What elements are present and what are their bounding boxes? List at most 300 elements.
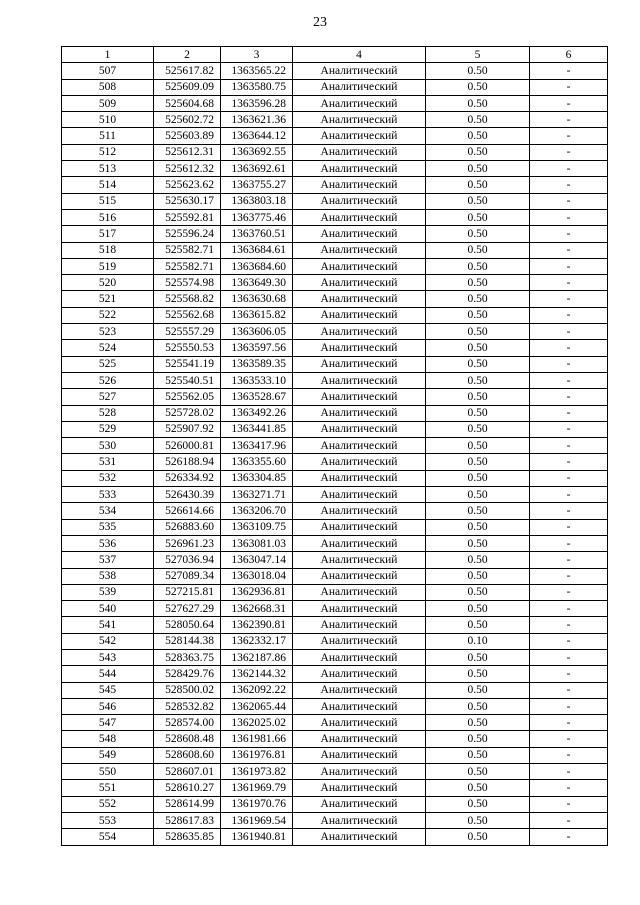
method-cell: Аналитический bbox=[293, 584, 426, 600]
table-row bbox=[62, 503, 608, 519]
column-header-1: 1 bbox=[62, 47, 154, 63]
y-coordinate-cell: 1363492.26 bbox=[221, 405, 293, 421]
x-coordinate-cell: 528532.82 bbox=[154, 698, 221, 714]
table-row bbox=[62, 95, 608, 111]
accuracy-cell: 0.50 bbox=[426, 584, 530, 600]
note-cell: - bbox=[530, 389, 608, 405]
method-cell: Аналитический bbox=[293, 568, 426, 584]
note-cell: - bbox=[530, 454, 608, 470]
point-number-cell: 545 bbox=[62, 682, 154, 698]
table-row bbox=[62, 568, 608, 584]
table-header-row bbox=[62, 47, 608, 63]
column-header-3: 3 bbox=[221, 47, 293, 63]
table-header bbox=[62, 47, 608, 63]
note-cell: - bbox=[530, 633, 608, 649]
accuracy-cell: 0.50 bbox=[426, 747, 530, 763]
x-coordinate-cell: 528500.02 bbox=[154, 682, 221, 698]
table-row bbox=[62, 177, 608, 193]
table-body bbox=[62, 63, 608, 845]
point-number-cell: 549 bbox=[62, 747, 154, 763]
note-cell: - bbox=[530, 715, 608, 731]
x-coordinate-cell: 526334.92 bbox=[154, 470, 221, 486]
note-cell: - bbox=[530, 682, 608, 698]
method-cell: Аналитический bbox=[293, 226, 426, 242]
y-coordinate-cell: 1363803.18 bbox=[221, 193, 293, 209]
table-row bbox=[62, 389, 608, 405]
y-coordinate-cell: 1363417.96 bbox=[221, 438, 293, 454]
y-coordinate-cell: 1363565.22 bbox=[221, 63, 293, 79]
x-coordinate-cell: 525617.82 bbox=[154, 63, 221, 79]
accuracy-cell: 0.50 bbox=[426, 503, 530, 519]
accuracy-cell: 0.50 bbox=[426, 79, 530, 95]
point-number-cell: 524 bbox=[62, 340, 154, 356]
point-number-cell: 535 bbox=[62, 519, 154, 535]
method-cell: Аналитический bbox=[293, 649, 426, 665]
y-coordinate-cell: 1362668.31 bbox=[221, 601, 293, 617]
table-row bbox=[62, 829, 608, 845]
point-number-cell: 525 bbox=[62, 356, 154, 372]
point-number-cell: 553 bbox=[62, 812, 154, 828]
y-coordinate-cell: 1363596.28 bbox=[221, 95, 293, 111]
x-coordinate-cell: 527089.34 bbox=[154, 568, 221, 584]
method-cell: Аналитический bbox=[293, 405, 426, 421]
point-number-cell: 511 bbox=[62, 128, 154, 144]
note-cell: - bbox=[530, 731, 608, 747]
note-cell: - bbox=[530, 340, 608, 356]
method-cell: Аналитический bbox=[293, 95, 426, 111]
y-coordinate-cell: 1361970.76 bbox=[221, 796, 293, 812]
table-row bbox=[62, 291, 608, 307]
accuracy-cell: 0.50 bbox=[426, 812, 530, 828]
x-coordinate-cell: 528614.99 bbox=[154, 796, 221, 812]
method-cell: Аналитический bbox=[293, 503, 426, 519]
point-number-cell: 522 bbox=[62, 307, 154, 323]
y-coordinate-cell: 1363649.30 bbox=[221, 275, 293, 291]
table-row bbox=[62, 552, 608, 568]
point-number-cell: 531 bbox=[62, 454, 154, 470]
table-row bbox=[62, 780, 608, 796]
note-cell: - bbox=[530, 421, 608, 437]
method-cell: Аналитический bbox=[293, 829, 426, 845]
accuracy-cell: 0.50 bbox=[426, 454, 530, 470]
method-cell: Аналитический bbox=[293, 421, 426, 437]
accuracy-cell: 0.50 bbox=[426, 617, 530, 633]
note-cell: - bbox=[530, 780, 608, 796]
point-number-cell: 540 bbox=[62, 601, 154, 617]
note-cell: - bbox=[530, 372, 608, 388]
accuracy-cell: 0.50 bbox=[426, 552, 530, 568]
x-coordinate-cell: 526188.94 bbox=[154, 454, 221, 470]
accuracy-cell: 0.50 bbox=[426, 535, 530, 551]
x-coordinate-cell: 528050.64 bbox=[154, 617, 221, 633]
x-coordinate-cell: 527036.94 bbox=[154, 552, 221, 568]
point-number-cell: 526 bbox=[62, 372, 154, 388]
method-cell: Аналитический bbox=[293, 79, 426, 95]
x-coordinate-cell: 527215.81 bbox=[154, 584, 221, 600]
x-coordinate-cell: 526961.23 bbox=[154, 535, 221, 551]
y-coordinate-cell: 1361940.81 bbox=[221, 829, 293, 845]
method-cell: Аналитический bbox=[293, 144, 426, 160]
accuracy-cell: 0.50 bbox=[426, 356, 530, 372]
point-number-cell: 543 bbox=[62, 649, 154, 665]
method-cell: Аналитический bbox=[293, 389, 426, 405]
table-row bbox=[62, 226, 608, 242]
method-cell: Аналитический bbox=[293, 438, 426, 454]
point-number-cell: 546 bbox=[62, 698, 154, 714]
method-cell: Аналитический bbox=[293, 209, 426, 225]
note-cell: - bbox=[530, 307, 608, 323]
point-number-cell: 527 bbox=[62, 389, 154, 405]
accuracy-cell: 0.50 bbox=[426, 601, 530, 617]
note-cell: - bbox=[530, 258, 608, 274]
accuracy-cell: 0.50 bbox=[426, 780, 530, 796]
accuracy-cell: 0.50 bbox=[426, 275, 530, 291]
x-coordinate-cell: 528429.76 bbox=[154, 666, 221, 682]
x-coordinate-cell: 526000.81 bbox=[154, 438, 221, 454]
y-coordinate-cell: 1363760.51 bbox=[221, 226, 293, 242]
note-cell: - bbox=[530, 649, 608, 665]
x-coordinate-cell: 525541.19 bbox=[154, 356, 221, 372]
x-coordinate-cell: 528608.48 bbox=[154, 731, 221, 747]
y-coordinate-cell: 1363109.75 bbox=[221, 519, 293, 535]
y-coordinate-cell: 1363755.27 bbox=[221, 177, 293, 193]
table-row bbox=[62, 193, 608, 209]
table-row bbox=[62, 764, 608, 780]
x-coordinate-cell: 526614.66 bbox=[154, 503, 221, 519]
accuracy-cell: 0.50 bbox=[426, 715, 530, 731]
accuracy-cell: 0.50 bbox=[426, 731, 530, 747]
table-row bbox=[62, 747, 608, 763]
table-row bbox=[62, 584, 608, 600]
table-row bbox=[62, 812, 608, 828]
method-cell: Аналитический bbox=[293, 764, 426, 780]
note-cell: - bbox=[530, 226, 608, 242]
x-coordinate-cell: 525592.81 bbox=[154, 209, 221, 225]
x-coordinate-cell: 525582.71 bbox=[154, 242, 221, 258]
y-coordinate-cell: 1361969.54 bbox=[221, 812, 293, 828]
table-row bbox=[62, 666, 608, 682]
method-cell: Аналитический bbox=[293, 715, 426, 731]
point-number-cell: 533 bbox=[62, 487, 154, 503]
accuracy-cell: 0.50 bbox=[426, 470, 530, 486]
note-cell: - bbox=[530, 519, 608, 535]
y-coordinate-cell: 1362092.22 bbox=[221, 682, 293, 698]
accuracy-cell: 0.50 bbox=[426, 372, 530, 388]
point-number-cell: 513 bbox=[62, 161, 154, 177]
point-number-cell: 520 bbox=[62, 275, 154, 291]
y-coordinate-cell: 1363621.36 bbox=[221, 112, 293, 128]
accuracy-cell: 0.50 bbox=[426, 698, 530, 714]
y-coordinate-cell: 1363684.61 bbox=[221, 242, 293, 258]
method-cell: Аналитический bbox=[293, 470, 426, 486]
method-cell: Аналитический bbox=[293, 698, 426, 714]
table-row bbox=[62, 340, 608, 356]
accuracy-cell: 0.50 bbox=[426, 666, 530, 682]
method-cell: Аналитический bbox=[293, 617, 426, 633]
accuracy-cell: 0.50 bbox=[426, 258, 530, 274]
column-header-5: 5 bbox=[426, 47, 530, 63]
column-header-6: 6 bbox=[530, 47, 608, 63]
y-coordinate-cell: 1363692.55 bbox=[221, 144, 293, 160]
table-row bbox=[62, 649, 608, 665]
point-number-cell: 507 bbox=[62, 63, 154, 79]
x-coordinate-cell: 528608.60 bbox=[154, 747, 221, 763]
accuracy-cell: 0.50 bbox=[426, 177, 530, 193]
y-coordinate-cell: 1361973.82 bbox=[221, 764, 293, 780]
accuracy-cell: 0.50 bbox=[426, 389, 530, 405]
accuracy-cell: 0.50 bbox=[426, 649, 530, 665]
y-coordinate-cell: 1361981.66 bbox=[221, 731, 293, 747]
point-number-cell: 539 bbox=[62, 584, 154, 600]
x-coordinate-cell: 525612.31 bbox=[154, 144, 221, 160]
x-coordinate-cell: 528144.38 bbox=[154, 633, 221, 649]
table-row bbox=[62, 144, 608, 160]
table-row bbox=[62, 438, 608, 454]
accuracy-cell: 0.50 bbox=[426, 519, 530, 535]
note-cell: - bbox=[530, 356, 608, 372]
accuracy-cell: 0.50 bbox=[426, 161, 530, 177]
x-coordinate-cell: 528363.75 bbox=[154, 649, 221, 665]
method-cell: Аналитический bbox=[293, 112, 426, 128]
note-cell: - bbox=[530, 144, 608, 160]
table-row bbox=[62, 487, 608, 503]
method-cell: Аналитический bbox=[293, 177, 426, 193]
note-cell: - bbox=[530, 584, 608, 600]
point-number-cell: 521 bbox=[62, 291, 154, 307]
x-coordinate-cell: 525604.68 bbox=[154, 95, 221, 111]
y-coordinate-cell: 1363580.75 bbox=[221, 79, 293, 95]
column-header-2: 2 bbox=[154, 47, 221, 63]
accuracy-cell: 0.50 bbox=[426, 487, 530, 503]
column-header-4: 4 bbox=[293, 47, 426, 63]
table-row bbox=[62, 372, 608, 388]
accuracy-cell: 0.10 bbox=[426, 633, 530, 649]
y-coordinate-cell: 1363630.68 bbox=[221, 291, 293, 307]
point-number-cell: 519 bbox=[62, 258, 154, 274]
x-coordinate-cell: 525630.17 bbox=[154, 193, 221, 209]
note-cell: - bbox=[530, 438, 608, 454]
y-coordinate-cell: 1363606.05 bbox=[221, 324, 293, 340]
method-cell: Аналитический bbox=[293, 812, 426, 828]
x-coordinate-cell: 528617.83 bbox=[154, 812, 221, 828]
note-cell: - bbox=[530, 487, 608, 503]
note-cell: - bbox=[530, 747, 608, 763]
table-row bbox=[62, 275, 608, 291]
point-number-cell: 509 bbox=[62, 95, 154, 111]
table-row bbox=[62, 258, 608, 274]
note-cell: - bbox=[530, 209, 608, 225]
accuracy-cell: 0.50 bbox=[426, 307, 530, 323]
method-cell: Аналитический bbox=[293, 601, 426, 617]
point-number-cell: 548 bbox=[62, 731, 154, 747]
point-number-cell: 532 bbox=[62, 470, 154, 486]
y-coordinate-cell: 1363644.12 bbox=[221, 128, 293, 144]
point-number-cell: 544 bbox=[62, 666, 154, 682]
point-number-cell: 551 bbox=[62, 780, 154, 796]
point-number-cell: 515 bbox=[62, 193, 154, 209]
accuracy-cell: 0.50 bbox=[426, 829, 530, 845]
method-cell: Аналитический bbox=[293, 552, 426, 568]
method-cell: Аналитический bbox=[293, 291, 426, 307]
accuracy-cell: 0.50 bbox=[426, 340, 530, 356]
point-number-cell: 528 bbox=[62, 405, 154, 421]
accuracy-cell: 0.50 bbox=[426, 438, 530, 454]
coordinates-table bbox=[61, 46, 608, 846]
y-coordinate-cell: 1363047.14 bbox=[221, 552, 293, 568]
point-number-cell: 537 bbox=[62, 552, 154, 568]
point-number-cell: 514 bbox=[62, 177, 154, 193]
y-coordinate-cell: 1362332.17 bbox=[221, 633, 293, 649]
method-cell: Аналитический bbox=[293, 128, 426, 144]
accuracy-cell: 0.50 bbox=[426, 421, 530, 437]
y-coordinate-cell: 1361976.81 bbox=[221, 747, 293, 763]
note-cell: - bbox=[530, 275, 608, 291]
point-number-cell: 518 bbox=[62, 242, 154, 258]
x-coordinate-cell: 525557.29 bbox=[154, 324, 221, 340]
point-number-cell: 517 bbox=[62, 226, 154, 242]
table-row bbox=[62, 356, 608, 372]
y-coordinate-cell: 1363692.61 bbox=[221, 161, 293, 177]
note-cell: - bbox=[530, 193, 608, 209]
x-coordinate-cell: 525728.02 bbox=[154, 405, 221, 421]
method-cell: Аналитический bbox=[293, 258, 426, 274]
point-number-cell: 542 bbox=[62, 633, 154, 649]
x-coordinate-cell: 528574.00 bbox=[154, 715, 221, 731]
table-row bbox=[62, 715, 608, 731]
method-cell: Аналитический bbox=[293, 796, 426, 812]
y-coordinate-cell: 1363775.46 bbox=[221, 209, 293, 225]
x-coordinate-cell: 525582.71 bbox=[154, 258, 221, 274]
y-coordinate-cell: 1363206.70 bbox=[221, 503, 293, 519]
y-coordinate-cell: 1362187.86 bbox=[221, 649, 293, 665]
x-coordinate-cell: 525540.51 bbox=[154, 372, 221, 388]
table-row bbox=[62, 128, 608, 144]
y-coordinate-cell: 1363081.03 bbox=[221, 535, 293, 551]
x-coordinate-cell: 525609.09 bbox=[154, 79, 221, 95]
y-coordinate-cell: 1363304.85 bbox=[221, 470, 293, 486]
note-cell: - bbox=[530, 128, 608, 144]
table-row bbox=[62, 79, 608, 95]
x-coordinate-cell: 525568.82 bbox=[154, 291, 221, 307]
method-cell: Аналитический bbox=[293, 780, 426, 796]
y-coordinate-cell: 1363355.60 bbox=[221, 454, 293, 470]
x-coordinate-cell: 525550.53 bbox=[154, 340, 221, 356]
point-number-cell: 523 bbox=[62, 324, 154, 340]
table-row bbox=[62, 682, 608, 698]
method-cell: Аналитический bbox=[293, 682, 426, 698]
note-cell: - bbox=[530, 617, 608, 633]
x-coordinate-cell: 525603.89 bbox=[154, 128, 221, 144]
note-cell: - bbox=[530, 161, 608, 177]
note-cell: - bbox=[530, 79, 608, 95]
method-cell: Аналитический bbox=[293, 454, 426, 470]
x-coordinate-cell: 526430.39 bbox=[154, 487, 221, 503]
y-coordinate-cell: 1363018.04 bbox=[221, 568, 293, 584]
note-cell: - bbox=[530, 812, 608, 828]
x-coordinate-cell: 526883.60 bbox=[154, 519, 221, 535]
accuracy-cell: 0.50 bbox=[426, 764, 530, 780]
accuracy-cell: 0.50 bbox=[426, 128, 530, 144]
method-cell: Аналитический bbox=[293, 372, 426, 388]
note-cell: - bbox=[530, 324, 608, 340]
method-cell: Аналитический bbox=[293, 356, 426, 372]
method-cell: Аналитический bbox=[293, 666, 426, 682]
note-cell: - bbox=[530, 95, 608, 111]
note-cell: - bbox=[530, 177, 608, 193]
accuracy-cell: 0.50 bbox=[426, 144, 530, 160]
table-row bbox=[62, 209, 608, 225]
method-cell: Аналитический bbox=[293, 307, 426, 323]
table-row bbox=[62, 405, 608, 421]
method-cell: Аналитический bbox=[293, 275, 426, 291]
point-number-cell: 530 bbox=[62, 438, 154, 454]
method-cell: Аналитический bbox=[293, 487, 426, 503]
table-row bbox=[62, 161, 608, 177]
table-row bbox=[62, 796, 608, 812]
y-coordinate-cell: 1363441.85 bbox=[221, 421, 293, 437]
point-number-cell: 510 bbox=[62, 112, 154, 128]
point-number-cell: 534 bbox=[62, 503, 154, 519]
table-row bbox=[62, 63, 608, 79]
accuracy-cell: 0.50 bbox=[426, 405, 530, 421]
point-number-cell: 508 bbox=[62, 79, 154, 95]
table-row bbox=[62, 421, 608, 437]
table-row bbox=[62, 454, 608, 470]
y-coordinate-cell: 1363528.67 bbox=[221, 389, 293, 405]
method-cell: Аналитический bbox=[293, 535, 426, 551]
y-coordinate-cell: 1363684.60 bbox=[221, 258, 293, 274]
y-coordinate-cell: 1361969.79 bbox=[221, 780, 293, 796]
page-number: 23 bbox=[313, 15, 327, 30]
y-coordinate-cell: 1362390.81 bbox=[221, 617, 293, 633]
point-number-cell: 516 bbox=[62, 209, 154, 225]
y-coordinate-cell: 1363533.10 bbox=[221, 372, 293, 388]
note-cell: - bbox=[530, 552, 608, 568]
method-cell: Аналитический bbox=[293, 242, 426, 258]
note-cell: - bbox=[530, 601, 608, 617]
x-coordinate-cell: 525602.72 bbox=[154, 112, 221, 128]
accuracy-cell: 0.50 bbox=[426, 193, 530, 209]
table-row bbox=[62, 601, 608, 617]
method-cell: Аналитический bbox=[293, 633, 426, 649]
method-cell: Аналитический bbox=[293, 161, 426, 177]
table-row bbox=[62, 242, 608, 258]
note-cell: - bbox=[530, 796, 608, 812]
y-coordinate-cell: 1362144.32 bbox=[221, 666, 293, 682]
point-number-cell: 552 bbox=[62, 796, 154, 812]
method-cell: Аналитический bbox=[293, 324, 426, 340]
y-coordinate-cell: 1363271.71 bbox=[221, 487, 293, 503]
table-row bbox=[62, 698, 608, 714]
y-coordinate-cell: 1363615.82 bbox=[221, 307, 293, 323]
accuracy-cell: 0.50 bbox=[426, 291, 530, 307]
y-coordinate-cell: 1362065.44 bbox=[221, 698, 293, 714]
point-number-cell: 538 bbox=[62, 568, 154, 584]
method-cell: Аналитический bbox=[293, 747, 426, 763]
x-coordinate-cell: 525562.68 bbox=[154, 307, 221, 323]
table-row bbox=[62, 731, 608, 747]
x-coordinate-cell: 528610.27 bbox=[154, 780, 221, 796]
accuracy-cell: 0.50 bbox=[426, 112, 530, 128]
note-cell: - bbox=[530, 829, 608, 845]
x-coordinate-cell: 528635.85 bbox=[154, 829, 221, 845]
note-cell: - bbox=[530, 242, 608, 258]
table-row bbox=[62, 112, 608, 128]
point-number-cell: 550 bbox=[62, 764, 154, 780]
table-row bbox=[62, 324, 608, 340]
x-coordinate-cell: 525612.32 bbox=[154, 161, 221, 177]
x-coordinate-cell: 525907.92 bbox=[154, 421, 221, 437]
